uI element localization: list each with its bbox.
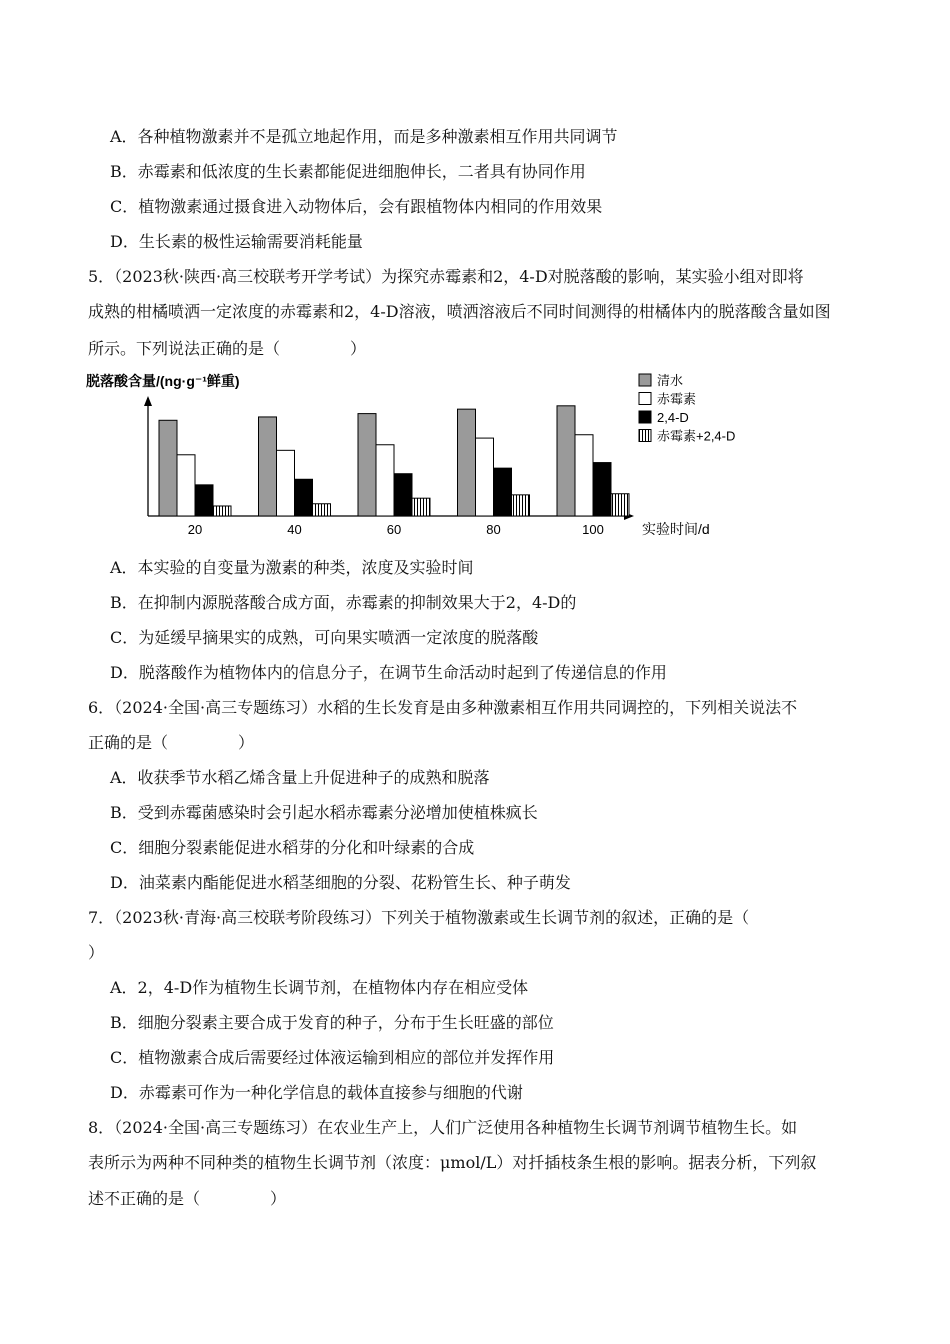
q6-option-d: D．油菜素内酯能促进水稻茎细胞的分裂、花粉管生长、种子萌发 xyxy=(110,873,571,892)
bar-80-series-1 xyxy=(476,438,494,516)
bar-100-series-3 xyxy=(611,494,629,516)
legend-label-1: 赤霉素 xyxy=(657,391,697,407)
bar-80-series-2 xyxy=(494,468,512,516)
legend-swatch-3 xyxy=(639,430,651,442)
bar-20-series-3 xyxy=(213,506,231,516)
q7-option-c: C．植物激素合成后需要经过体液运输到相应的部位并发挥作用 xyxy=(110,1048,555,1067)
q5-option-a: A．本实验的自变量为激素的种类，浓度及实验时间 xyxy=(110,558,474,577)
q6-option-a: A．收获季节水稻乙烯含量上升促进种子的成熟和脱落 xyxy=(110,768,490,787)
bar-100-series-2 xyxy=(593,463,611,516)
bar-60-series-1 xyxy=(376,445,394,516)
abscisic-acid-bar-chart xyxy=(86,368,766,540)
q5-stem-line3: 所示。下列说法正确的是（ ） xyxy=(88,339,367,358)
bar-40-series-3 xyxy=(313,504,331,516)
x-tick-60: 60 xyxy=(386,522,402,537)
bar-100-series-1 xyxy=(575,435,593,516)
bar-80-series-0 xyxy=(458,409,476,516)
q4-option-b: B．赤霉素和低浓度的生长素都能促进细胞伸长，二者具有协同作用 xyxy=(110,162,586,181)
legend-swatch-0 xyxy=(639,374,651,386)
y-axis-arrow xyxy=(144,396,152,406)
q5-stem-line1: 5．（2023秋·陕西·高三校联考开学考试）为探究赤霉素和2，4-D对脱落酸的影响，某实验小组对即将 xyxy=(88,267,804,286)
legend-label-0: 清水 xyxy=(657,373,684,388)
q8-stem-line1: 8．（2024·全国·高三专题练习）在农业生产上，人们广泛使用各种植物生长调节剂调节植物生长。如 xyxy=(88,1118,798,1137)
q5-option-c: C．为延缓早摘果实的成熟，可向果实喷洒一定浓度的脱落酸 xyxy=(110,628,539,647)
q5-stem-line2: 成熟的柑橘喷洒一定浓度的赤霉素和2，4-D溶液，喷洒溶液后不同时间测得的柑橘体内的脱落酸含量如图 xyxy=(88,302,831,321)
q4-option-c: C．植物激素通过摄食进入动物体后，会有跟植物体内相同的作用效果 xyxy=(110,197,603,216)
q4-option-d: D．生长素的极性运输需要消耗能量 xyxy=(110,232,363,251)
chart-y-axis-label: 脱落酸含量/(ng·g⁻¹鲜重) xyxy=(86,373,240,389)
q6-option-c: C．细胞分裂素能促进水稻芽的分化和叶绿素的合成 xyxy=(110,838,475,857)
q6-option-b: B．受到赤霉菌感染时会引起水稻赤霉素分泌增加使植株疯长 xyxy=(110,803,538,822)
q4-option-a: A．各种植物激素并不是孤立地起作用，而是多种激素相互作用共同调节 xyxy=(110,127,618,146)
bar-60-series-3 xyxy=(412,498,430,516)
legend-swatch-1 xyxy=(639,393,651,405)
q8-stem-line2: 表所示为两种不同种类的植物生长调节剂（浓度：μmol/L）对扦插枝条生根的影响。据表分析，下列叙 xyxy=(88,1153,817,1172)
bar-20-series-1 xyxy=(177,455,195,516)
bar-20-series-0 xyxy=(159,420,177,516)
q8-stem-line3: 述不正确的是（ ） xyxy=(88,1189,287,1208)
q7-option-d: D．赤霉素可作为一种化学信息的载体直接参与细胞的代谢 xyxy=(110,1083,523,1102)
x-tick-20: 20 xyxy=(187,522,203,537)
q6-stem-line2: 正确的是（ ） xyxy=(88,733,255,752)
bar-100-series-0 xyxy=(557,406,575,516)
q7-option-a: A．2，4-D作为植物生长调节剂，在植物体内存在相应受体 xyxy=(110,978,529,997)
q7-option-b: B．细胞分裂素主要合成于发育的种子，分布于生长旺盛的部位 xyxy=(110,1013,554,1032)
q7-stem-line1: 7．（2023秋·青海·高三校联考阶段练习）下列关于植物激素或生长调节剂的叙述，正确的是（ xyxy=(88,908,750,927)
x-tick-100: 100 xyxy=(582,522,604,537)
bar-80-series-3 xyxy=(512,495,530,516)
legend-label-3: 赤霉素+2,4-D xyxy=(657,428,736,444)
bar-60-series-2 xyxy=(394,474,412,516)
chart-tick-labels xyxy=(188,522,604,537)
bar-40-series-1 xyxy=(277,450,295,516)
q5-option-d: D．脱落酸作为植物体内的信息分子，在调节生命活动时起到了传递信息的作用 xyxy=(110,663,667,682)
bar-60-series-0 xyxy=(358,414,376,516)
bar-20-series-2 xyxy=(195,485,213,516)
chart-x-axis-label: 实验时间/d xyxy=(642,521,710,537)
chart-bars xyxy=(159,406,629,516)
bar-40-series-2 xyxy=(295,479,313,516)
q5-option-b: B．在抑制内源脱落酸合成方面，赤霉素的抑制效果大于2，4-D的 xyxy=(110,593,577,612)
chart-legend xyxy=(639,373,735,444)
x-tick-80: 80 xyxy=(486,522,501,537)
q6-stem-line1: 6．（2024·全国·高三专题练习）水稻的生长发育是由多种激素相互作用共同调控的，下列相关说法不 xyxy=(88,698,798,717)
legend-swatch-2 xyxy=(639,411,651,423)
x-tick-40: 40 xyxy=(287,522,302,537)
q7-stem-line2: ） xyxy=(88,943,105,962)
bar-40-series-0 xyxy=(259,417,277,516)
legend-label-2: 2,4-D xyxy=(657,410,689,425)
